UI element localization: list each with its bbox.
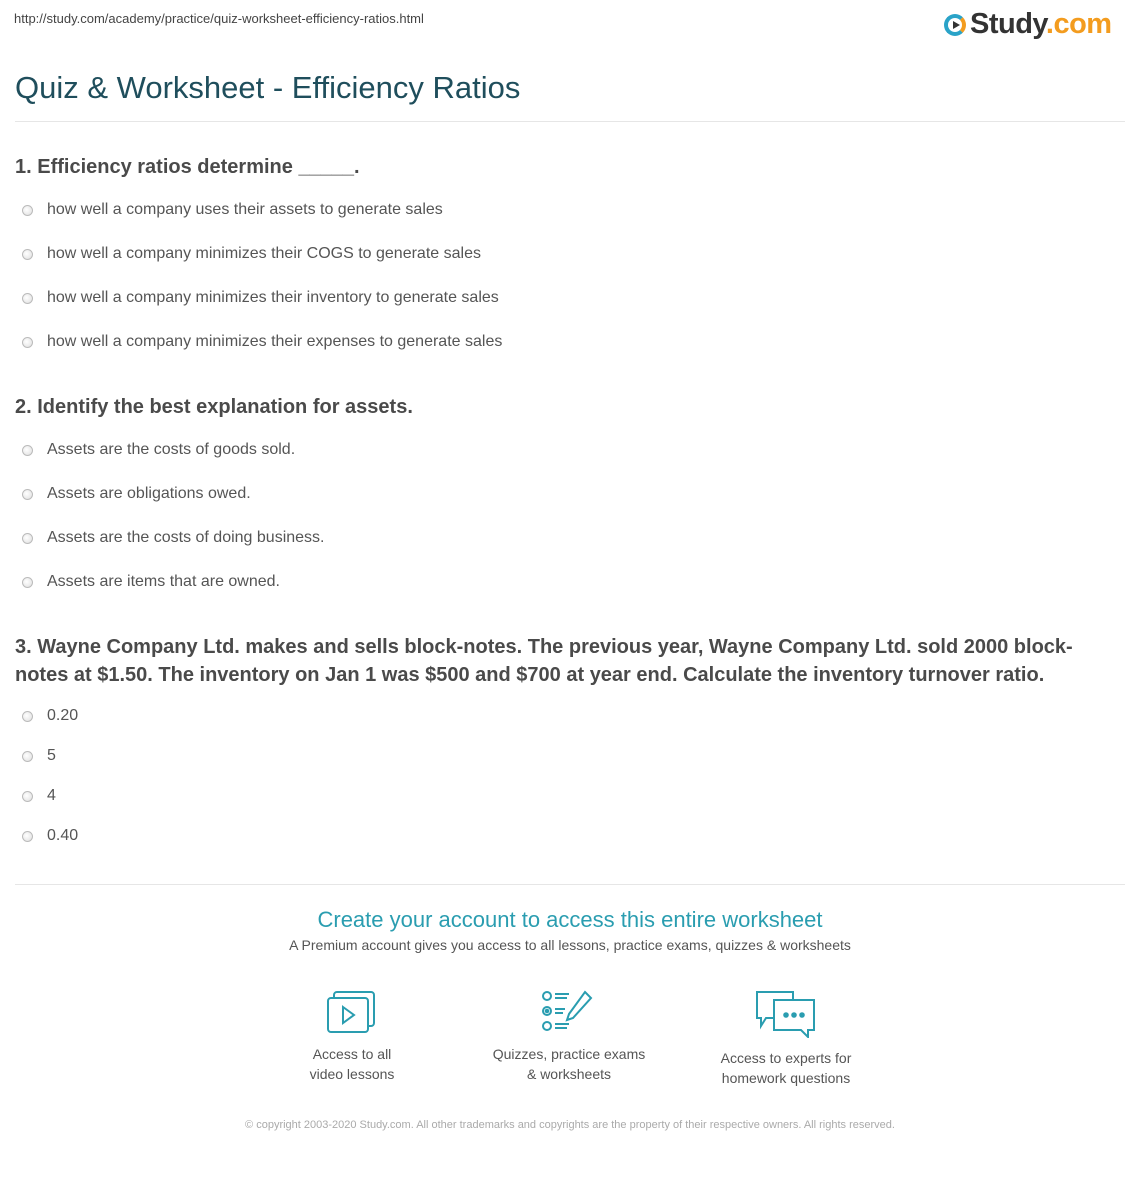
q1-option-3[interactable]	[22, 289, 499, 307]
play-logo-icon	[944, 14, 966, 36]
feature-label: Quizzes, practice exams	[492, 1046, 646, 1062]
q2-option-4[interactable]	[22, 573, 280, 591]
q3-option-1[interactable]	[22, 707, 78, 725]
q3-option-3[interactable]	[22, 787, 56, 805]
option-label: how well a company minimizes their expenses to generate sales	[47, 333, 503, 350]
option-label: 5	[47, 747, 56, 764]
option-label: Assets are the costs of goods sold.	[47, 441, 296, 458]
radio-button[interactable]	[22, 791, 33, 802]
q1-option-1[interactable]	[22, 201, 443, 219]
radio-button[interactable]	[22, 205, 33, 216]
option-label: Assets are the costs of doing business.	[47, 529, 325, 546]
page-title: Quiz & Worksheet - Efficiency Ratios	[15, 70, 521, 105]
logo-name: Study	[970, 8, 1046, 40]
option-label: Assets are items that are owned.	[47, 573, 280, 590]
page-url: http://study.com/academy/practice/quiz-worksheet-efficiency-ratios.html	[14, 11, 424, 26]
feature-label: video lessons	[309, 1066, 395, 1082]
q2-option-2[interactable]	[22, 485, 251, 503]
q2-option-1[interactable]	[22, 441, 295, 459]
q1-option-4[interactable]	[22, 333, 502, 351]
copyright-footer: © copyright 2003-2020 Study.com. All other trademarks and copyrights are the property of their respective owners. All rights reserved.	[245, 1119, 895, 1131]
q3-option-2[interactable]	[22, 747, 56, 765]
radio-button[interactable]	[22, 445, 33, 456]
option-label: 4	[47, 787, 56, 804]
chat-bubbles-icon	[754, 990, 818, 1038]
radio-button[interactable]	[22, 533, 33, 544]
radio-button[interactable]	[22, 249, 33, 260]
cta-subtitle: A Premium account gives you access to all lessons, practice exams, quizzes & worksheets	[289, 937, 851, 953]
divider	[15, 884, 1125, 885]
divider	[15, 121, 1125, 122]
radio-button[interactable]	[22, 831, 33, 842]
feature-label: Access to experts for	[720, 1050, 852, 1066]
option-label: Assets are obligations owed.	[47, 485, 251, 502]
logo-suffix: .com	[1045, 8, 1112, 40]
study-logo[interactable]	[944, 8, 1112, 41]
quiz-checklist-icon	[541, 990, 597, 1034]
q2-option-3[interactable]	[22, 529, 324, 547]
option-label: how well a company minimizes their COGS to generate sales	[47, 245, 481, 262]
feature-label: Access to all	[312, 1046, 392, 1062]
radio-button[interactable]	[22, 751, 33, 762]
question-3: 3. Wayne Company Ltd. makes and sells block-notes. The previous year, Wayne Company Ltd. sold 2000 block-notes at $1.50. The inventory on Jan 1 was $500 and $700 at year end. Calculate the inventory turnover ratio.	[15, 636, 1073, 686]
radio-button[interactable]	[22, 489, 33, 500]
q1-option-2[interactable]	[22, 245, 481, 263]
create-account-link[interactable]: Create your account to access this entire worksheet	[317, 907, 823, 932]
radio-button[interactable]	[22, 337, 33, 348]
option-label: 0.20	[47, 707, 79, 724]
feature-label: & worksheets	[526, 1066, 612, 1082]
feature-video-lessons	[252, 990, 452, 1084]
radio-button[interactable]	[22, 711, 33, 722]
question-2: 2. Identify the best explanation for assets.	[15, 396, 413, 418]
feature-label: homework questions	[721, 1070, 851, 1086]
feature-experts	[686, 990, 886, 1088]
q3-option-4[interactable]	[22, 827, 78, 845]
option-label: how well a company uses their assets to generate sales	[47, 201, 443, 218]
radio-button[interactable]	[22, 293, 33, 304]
video-lessons-icon	[326, 990, 378, 1034]
radio-button[interactable]	[22, 577, 33, 588]
feature-quizzes	[469, 990, 669, 1084]
question-1: 1. Efficiency ratios determine _____.	[15, 156, 360, 178]
option-label: how well a company minimizes their inventory to generate sales	[47, 289, 499, 306]
option-label: 0.40	[47, 827, 79, 844]
